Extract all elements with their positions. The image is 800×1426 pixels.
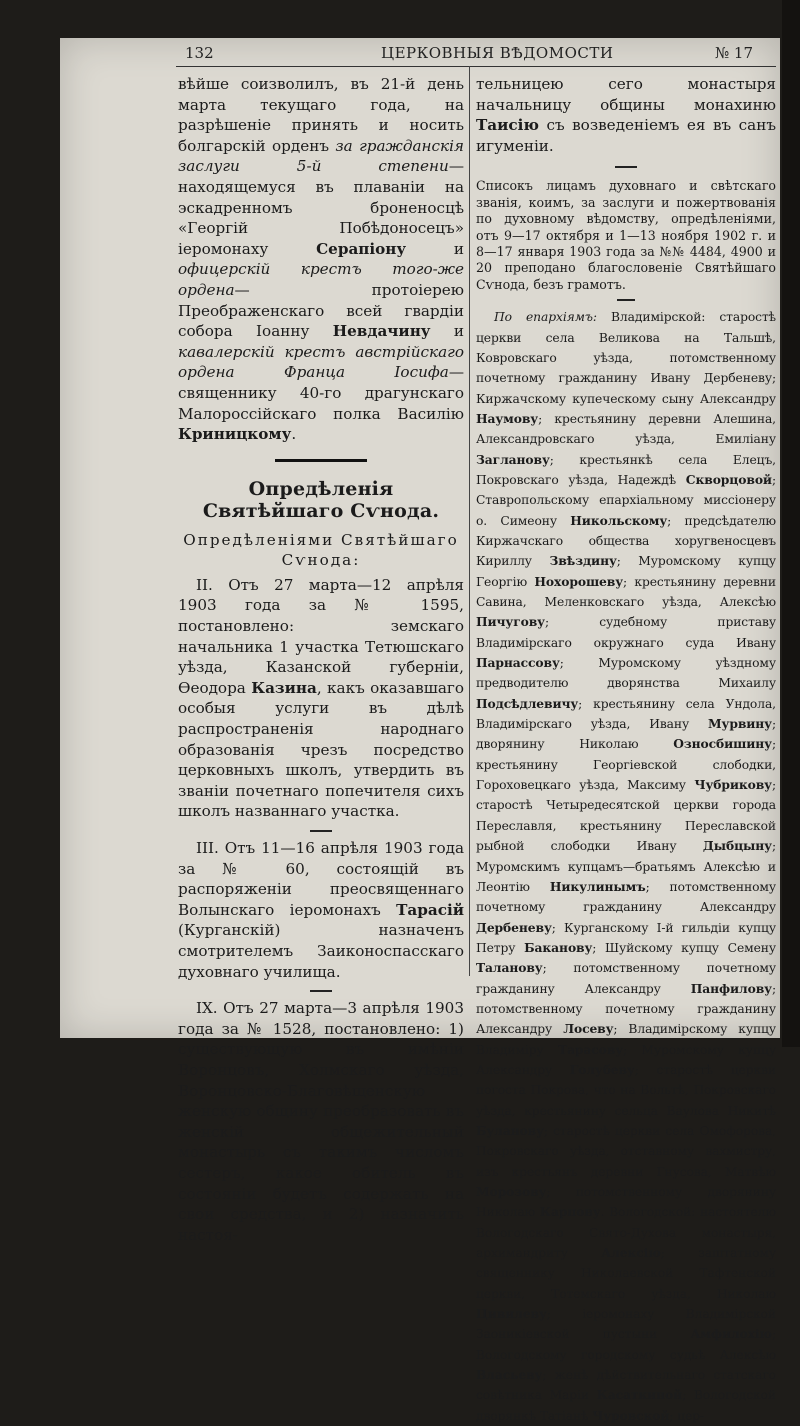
- text-run: ; потомственному почетному гражданину Александру: [476, 879, 776, 915]
- text-run: ; женѣ дѣйствительнаго статскаго совѣтника Маріи: [476, 1368, 776, 1403]
- text-run: ; Курганскому І-й гильдіи купцу Петру: [476, 920, 776, 955]
- text-run: тельницею сего монастыря начальницу общины монахиню: [476, 75, 776, 114]
- text-run: ; крестьянину Георгіевской слободки, Гороховецкаго уѣзда, Максиму: [476, 737, 776, 793]
- left-paragraph-1: [178, 74, 464, 445]
- bold-name: Таланову: [476, 960, 543, 976]
- bold-name: Невдачину: [332, 322, 431, 341]
- text-run: ; заштатному священнику Николаевской Тафтенской церкви, Тотемскаго уѣзда, Николаю: [476, 1246, 776, 1301]
- bold-name: Баканову: [524, 939, 593, 955]
- section-separator: [275, 459, 367, 462]
- text-run: ; крестьянину села Ундола, Владимірскаго уѣзда, Ивану: [476, 696, 776, 732]
- left-column: [178, 74, 464, 1245]
- right-column: [476, 74, 776, 1426]
- text-run: ; Муромскому купцу Александру: [476, 1042, 776, 1077]
- bold-name: Парнассову: [476, 655, 560, 671]
- text-run: ; Вологодской дворянкѣ Татіанѣ: [476, 1388, 777, 1423]
- text-run: ; потомственному почетному гражданину Александру: [476, 981, 776, 1037]
- italic-phrase: офицерскій крестъ того-же ордена: [178, 260, 464, 299]
- text-run: (Курганскій) назначенъ смотрителемъ Заиконоспасскаго духовнаго училища.: [178, 921, 464, 981]
- text-run: , какъ оказавшаго особыя услуги въ дѣлѣ распространенія народнаго образованія чрезъ посредство церковныхъ школъ, утвердить въ званіи почетнаго попечителя сихъ школъ названнаго участка.: [178, 678, 464, 821]
- text-run: ; Муромскимъ купцамъ—братьямъ Алексѣю и Леонтію: [476, 839, 776, 894]
- bold-name: Озносбишину: [673, 736, 772, 752]
- text-run: ; судебному приставу Владимірскаго окружнаго суда Ивану: [476, 615, 776, 650]
- bold-name: Тарасій: [396, 900, 464, 919]
- bold-name: Чуровской: [592, 1407, 670, 1423]
- text-run: ; Вологодскому городскому судьѣ Алексѣю: [476, 1327, 776, 1362]
- text-run: съ возведеніемъ ея въ санъ игуменіи.: [476, 116, 776, 155]
- bold-name: Чубрикову: [694, 777, 772, 793]
- section-heading: Опредѣленія Святѣйшаго Сѵнода.: [202, 477, 440, 522]
- bold-name: Мурвину: [708, 716, 772, 732]
- blessing-list: [476, 307, 776, 1426]
- text-run: ; старостѣ Четыредесятской церкви города Переславля, крестьянину Переславской рыбной слободки Ивану: [476, 778, 776, 854]
- text-run: ; потомственному дворянину Николаю: [476, 1185, 776, 1220]
- journal-title: ЦЕРКОВНЫЯ ВѢДОМОСТИ: [381, 44, 614, 62]
- separator-dash: [615, 166, 637, 168]
- text-run: ; крестьянкѣ села Елецъ, Покровскаго уѣзда, Надеждѣ: [476, 452, 776, 487]
- decision-3: [178, 838, 464, 982]
- bold-name: Касаткиной: [596, 1387, 683, 1403]
- right-paragraph-1: [476, 74, 776, 156]
- text-run: вѣйше соизволилъ, въ 21-й день марта текущаго года, на разрѣшеніе принять и носить болгарскій орденъ: [178, 75, 464, 155]
- text-run: ; Шуйскому купцу Семену: [592, 940, 776, 955]
- page-number: 132: [185, 44, 214, 62]
- bold-name: Лосеву: [563, 1021, 614, 1037]
- text-run: ; дворянину Николаю: [476, 717, 776, 752]
- bold-name: Амфилохію: [690, 1326, 772, 1342]
- text-run: ; Ставропольскому епархіальному миссіонеру о. Симеону: [476, 472, 776, 528]
- bold-name: Цивилеву: [476, 1306, 547, 1322]
- bold-name: Серапіону: [316, 239, 407, 258]
- italic-phrase: кавалерскій крестъ австрійскаго ордена Франца Іосифа: [178, 342, 464, 382]
- bold-name: Дербеневу: [476, 919, 552, 935]
- running-header: [185, 44, 765, 66]
- separator-dash: [310, 990, 332, 992]
- bold-name: Панфилову: [690, 980, 772, 996]
- issue-number: № 17: [714, 44, 753, 62]
- bold-name: Алексію: [601, 1245, 661, 1261]
- separator-dash: [617, 299, 635, 301]
- bold-name: Карпову: [539, 1204, 601, 1220]
- bold-name: Пичугову: [476, 614, 545, 630]
- text-run: ; предсѣдателю Киржачскаго общества хоругвеносцевъ Кириллу: [476, 513, 777, 569]
- header-rule: [176, 66, 776, 67]
- bold-name: Буланову: [476, 1122, 544, 1138]
- text-run: ; потомственному почетному гражданину Александру: [476, 961, 776, 996]
- list-heading: Списокъ лицамъ духовнаго и свѣтскаго званія, коимъ, за заслуги и пожертвованія по духовному вѣдомству, опредѣленіями, отъ 9—17 октября и 1—13 ноября 1902 г. и 8—17 января 1903 года за №№ 4484, 4900 и 20 преподано благословеніе Святѣйшаго Сѵнода, безъ грамотъ.: [476, 178, 776, 292]
- text-run: —находящемуся въ плаваніи на эскадренномъ броненосцѣ «Георгій Побѣдоносецъ» іеромонаху: [178, 157, 464, 258]
- bold-name: Казина: [251, 678, 317, 697]
- text-run: — протоіерею Преображенскаго всей гвардіи собора Іоанну: [178, 280, 464, 341]
- bold-name: Таисію: [476, 116, 539, 135]
- bold-name: Скворцовой: [685, 471, 772, 487]
- bold-name: Криницкому: [178, 425, 292, 444]
- text-run: ; старостѣ церкви погоста Покрова, что на Вольтѣ, Покровскаго уѣзда, крестьянину сельца Ваулова Никитѣ: [476, 1062, 776, 1118]
- bold-name: Звѣздину: [549, 553, 617, 569]
- section-subheading: Опредѣленіями Святѣйшаго Сѵнода:: [183, 530, 459, 570]
- text-run: II. Отъ 27 марта—12 апрѣля 1903 года за № 1595, постановлено: земскаго начальника 1 участка Тетюшскаго уѣзда, Казанской губерніи, Ѳеодора: [178, 575, 464, 697]
- text-run: ; Муромскому уѣздному предводителю дворянства Михаилу: [476, 656, 776, 691]
- text-run: ; крестьянину деревни Савина, Меленковскаго уѣзда, Алексѣю: [476, 574, 776, 610]
- bold-name: Дыбцыну: [702, 838, 772, 854]
- text-run: ; цер-: [669, 1408, 705, 1423]
- bold-name: Загланову: [476, 451, 550, 467]
- text-run: и: [430, 322, 464, 341]
- italic-phrase: По епархіямъ:: [494, 310, 597, 325]
- scan-border: [782, 0, 800, 1047]
- text-run: .: [291, 425, 297, 444]
- bold-name: Морозову: [476, 1184, 547, 1199]
- bold-name: Наумову: [476, 410, 539, 426]
- text-run: IX. Отъ 27 марта—3 апрѣля 1903 года за № 1528, постановлено: 1) существующую въ имѣніи Воронцовъ, Холмскаго уѣзда, Воронцовско-Благовѣщенскую женскую общину преобразовать въ женскій общежительный монастырь съ такимъ числомъ сестеръ, какое обитель въ состояніи будетъ содержать на свои средства, и 2) назначить настоя-: [178, 999, 464, 1244]
- italic-phrase: за гражданскія заслуги 5-й степени: [178, 136, 464, 176]
- text-run: ; старостѣ церкви села Омофорова, Покровскаго уѣзда, отставному вахмистру, изъ крестьянъ деревни Гнусова, Матвѣю: [476, 1123, 776, 1179]
- text-run: . Вологодской: настоятелю Вологодскаго Свято-Духова монастыря, архимандриту: [476, 1205, 776, 1261]
- bold-name: Никулинымъ: [549, 878, 646, 894]
- bold-name: Никольскому: [570, 512, 668, 528]
- text-run: ; іеромонаху Владимірской Заоникіевской пустыни: [476, 1307, 776, 1342]
- bold-name: Голубеву: [569, 1061, 635, 1077]
- text-run: III. Отъ 11—16 апрѣля 1903 года за № 60, состоящій въ распоряженіи преосвященнаго Волынскаго іеромонахъ: [178, 839, 464, 919]
- text-run: ; Владимірскому купцу Владиміру: [476, 1022, 776, 1057]
- bold-name: Власьеву: [476, 1367, 543, 1383]
- text-run: Владимірской: старостѣ церкви села Великова на Тальшѣ, Ковровскаго уѣзда, потомственному почетному гражданину Ивану Дербеневу; Киржачскому купеческому сыну Александру: [476, 310, 776, 406]
- decision-9: [178, 998, 464, 1245]
- bold-name: Нохорошеву: [534, 573, 623, 589]
- bold-name: Тарасову: [558, 1041, 624, 1057]
- text-run: и: [406, 239, 464, 258]
- text-run: ; Муромскому купцу Георгію: [476, 554, 776, 589]
- text-run: ; крестьянину деревни Алешина, Александровскаго уѣзда, Емиліану: [476, 411, 776, 447]
- bold-name: Подсѣдлевичу: [476, 695, 579, 711]
- text-run: — священнику 40-го драгунскаго Малороссійскаго полка Василію: [178, 363, 464, 423]
- separator-dash: [310, 830, 332, 832]
- column-divider: [469, 66, 470, 976]
- decision-2: [178, 575, 464, 822]
